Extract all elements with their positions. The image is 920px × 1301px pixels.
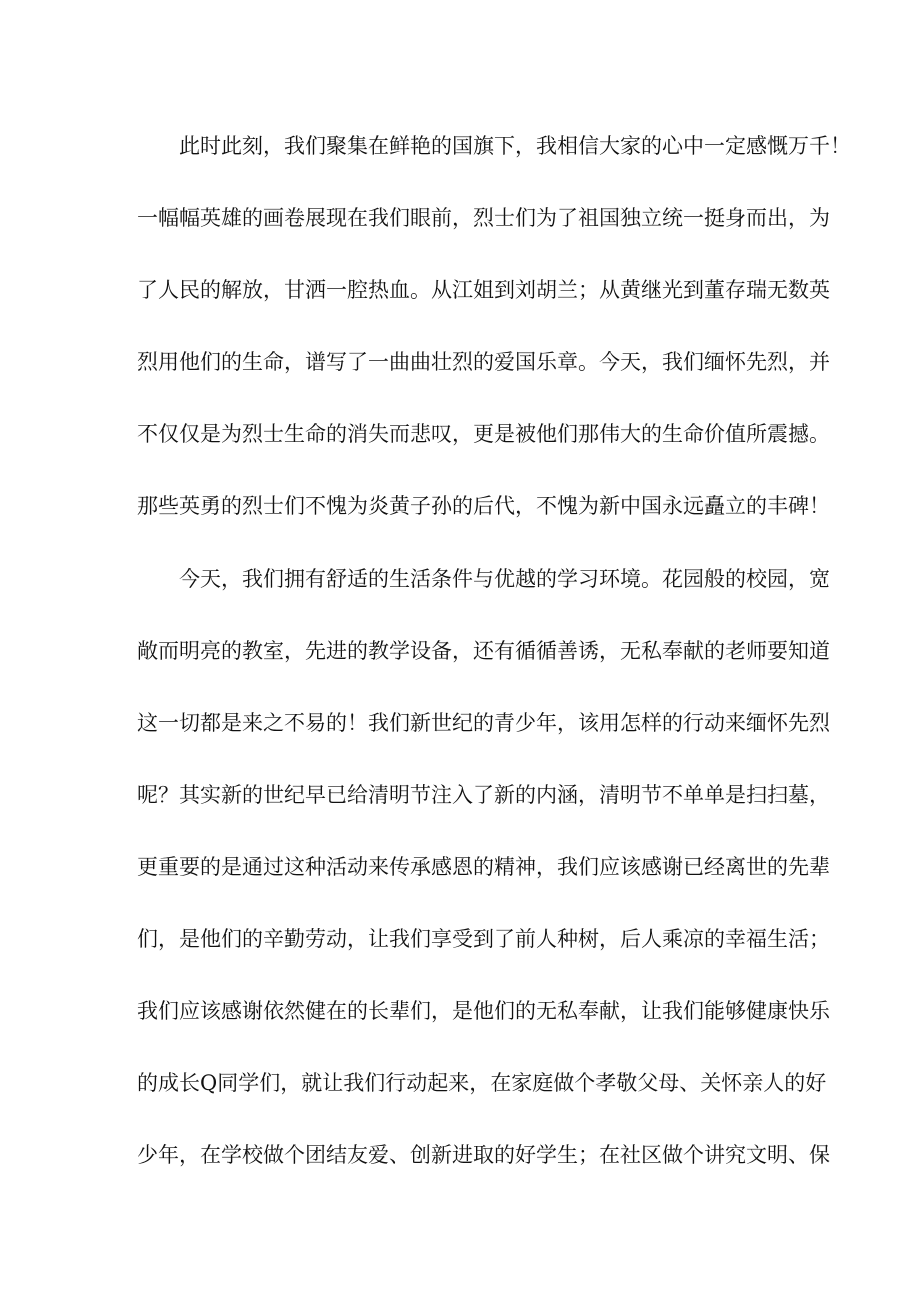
paragraph-1-line-4: 烈用他们的生命，谱写了一曲曲壮烈的爱国乐章。今天，我们缅怀先烈，并: [137, 350, 830, 374]
paragraph-2-line-9: 少年，在学校做个团结友爱、创新进取的好学生；在社区做个讲究文明、保: [137, 1143, 830, 1167]
paragraph-2-line-1: 今天，我们拥有舒适的生活条件与优越的学习环境。花园般的校园，宽: [179, 567, 830, 591]
paragraph-1-line-3: 了人民的解放，甘洒一腔热血。从江姐到刘胡兰；从黄继光到董存瑞无数英: [137, 278, 830, 302]
paragraph-2-line-6: 们，是他们的辛勤劳动，让我们享受到了前人种树，后人乘凉的幸福生活；: [137, 927, 830, 951]
paragraph-1-line-1: 此时此刻，我们聚集在鲜艳的国旗下，我相信大家的心中一定感慨万千！: [179, 134, 851, 158]
paragraph-2-line-3: 这一切都是来之不易的！我们新世纪的青少年，该用怎样的行动来缅怀先烈: [137, 711, 830, 735]
paragraph-2-line-4: 呢？其实新的世纪早已给清明节注入了新的内涵，清明节不单单是扫扫墓，: [137, 783, 830, 807]
paragraph-1-line-6: 那些英勇的烈士们不愧为炎黄子孙的后代，不愧为新中国永远矗立的丰碑！: [137, 494, 830, 518]
paragraph-1-line-5: 不仅仅是为烈士生命的消失而悲叹，更是被他们那伟大的生命价值所震撼。: [137, 422, 830, 446]
paragraph-2-line-7: 我们应该感谢依然健在的长辈们，是他们的无私奉献，让我们能够健康快乐: [137, 999, 830, 1023]
paragraph-2-line-5: 更重要的是通过这种活动来传承感恩的精神，我们应该感谢已经离世的先辈: [137, 855, 830, 879]
paragraph-2-line-8: 的成长Q同学们，就让我们行动起来，在家庭做个孝敬父母、关怀亲人的好: [137, 1071, 827, 1095]
paragraph-2-line-2: 敞而明亮的教室，先进的教学设备，还有循循善诱，无私奉献的老师要知道: [137, 639, 830, 663]
paragraph-1-line-2: 一幅幅英雄的画卷展现在我们眼前，烈士们为了祖国独立统一挺身而出，为: [137, 206, 830, 230]
